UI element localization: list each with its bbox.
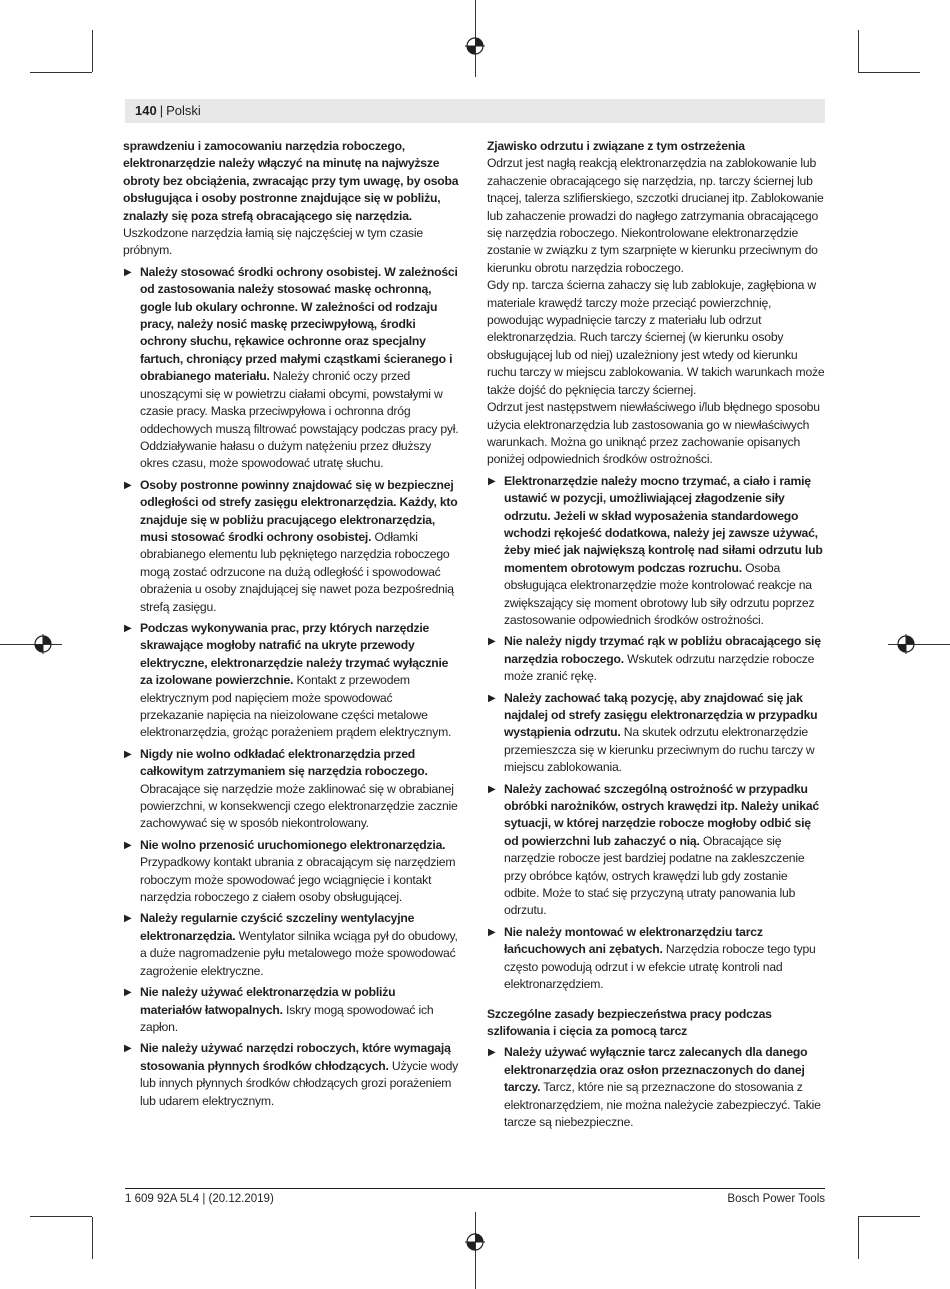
bullet-triangle-icon: ▶: [488, 926, 496, 938]
warning-text: Wentylator silnika wciąga pył do obudowy, a duże nagromadzenie pyłu metalowego może spowodować zagrożenie elektryczne.: [140, 928, 458, 978]
warning-bold-text: Nie należy nigdy trzymać rąk w pobliżu obracającego się narzędzia roboczego.: [504, 634, 821, 666]
warning-text: Obracające się narzędzie może zaklinować się w obrabianej powierzchni, w konsekwencji czego elektronarzędzie zacznie zachowywać się w sposób niekontrolowany.: [140, 781, 458, 831]
warning-text: Odłamki obrabianego elementu lub pękniętego narzędzia roboczego mogą zostać odrzucone na dużą odległość i spowodować obrażenia u osoby znajdującej się nawet poza bezpośrednią strefą zasięgu.: [140, 529, 454, 614]
bullet-triangle-icon: ▶: [124, 479, 132, 491]
warning-bold-text: Osoby postronne powinny znajdować się w bezpiecznej odległości od strefy zasięgu elektronarzędzia. Każdy, kto znajduje się w pobliżu pracującego elektronarzędzia, musi stosować środki ochrony osobistej.: [140, 477, 458, 544]
warning-bold-text: Należy zachować szczególną ostrożność w przypadku obróbki narożników, ostrych krawędzi itp. Należy unikać sytuacji, w której narzędzie robocze mogłoby odbić się od powierzchni lub zahaczyć o nią.: [504, 781, 819, 848]
warning-text: Na skutek odrzutu elektronarzędzie przemieszcza się w kierunku przeciwnym do ruchu tarczy w miejscu zablokowania.: [504, 725, 815, 775]
intro-text: Uszkodzone narzędzia łamią się najczęściej w tym czasie próbnym.: [123, 226, 423, 258]
section-title-grinding: Szczególne zasady bezpieczeństwa pracy podczas szlifowania i cięcia za pomocą tarcz: [487, 1006, 772, 1038]
warning-item: [123, 620, 459, 742]
warning-text: Użycie wody lub innych płynnych środków chłodzących grozi porażeniem lub udarem elektrycznym.: [140, 1058, 459, 1108]
bullet-triangle-icon: ▶: [488, 1047, 496, 1059]
page-header: [125, 99, 825, 123]
body-paragraph: Odrzut jest nagłą reakcją elektronarzędzia na zablokowanie lub zahaczenie obracającego się narzędzia, np. tarczy ściernej lub tnącej, talerza szlifierskiego, szczotki drucianej itp. Zablokowanie lub zahaczenie prowadzi do nagłego zatrzymania obracającego się narzędzia roboczego. Niekontrolowane elektronarzędzie zostanie w związku z tym szarpnięte w kierunku przeciwnym do kierunku obrotu narzędzia roboczego.: [487, 156, 824, 275]
warning-bold-text: Nie wolno przenosić uruchomionego elektronarzędzia.: [140, 837, 446, 852]
warning-item: [123, 910, 459, 980]
section-title-kickback: Zjawisko odrzutu i związane z tym ostrzeżenia: [487, 139, 745, 153]
warning-text: Obracające się narzędzie robocze jest bardziej podatne na zakleszczenie przy obróbce kątów, ostrych krawędzi lub gdy zostanie odbite. Może to stać się przyczyną utraty panowania lub odrzutu.: [504, 833, 805, 918]
language-label: Polski: [166, 103, 201, 118]
warning-item: [123, 746, 459, 833]
right-column: [487, 138, 825, 1131]
bullet-triangle-icon: ▶: [124, 622, 132, 634]
warning-text: Tarcz, które nie są przeznaczone do stosowania z elektronarzędziem, nie można należycie zabezpieczyć. Takie tarcze są niebezpieczne.: [504, 1080, 821, 1129]
warning-text: Narzędzia robocze tego typu często powodują odrzut i w efekcie utratę kontroli nad elektronarzędziem.: [504, 942, 816, 992]
warning-text: Iskry mogą spowodować ich zapłon.: [140, 1002, 434, 1034]
bullet-triangle-icon: ▶: [124, 748, 132, 760]
left-column: [123, 138, 459, 1110]
crop-mark: [858, 1216, 920, 1217]
warning-item: [123, 984, 459, 1036]
body-paragraph: Gdy np. tarcza ścierna zahaczy się lub zablokuje, zagłębiona w materiale krawędź tarczy może przeciąć powierzchnię, powodując wypadnięcie tarczy z materiału lub odrzut elektronarzędzia. Ruch tarczy ściernej (w kierunku osoby obsługującej lub od niej) uzależniony jest wtedy od kierunku ruchu tarczy w miejscu zablokowania. W takich warunkach może także dojść do pęknięcia tarczy ściernej.: [487, 278, 825, 397]
body-paragraph: Odrzut jest następstwem niewłaściwego i/lub błędnego sposobu użycia elektronarzędzia lub zastosowania go w niewłaściwych warunkach. Można go uniknąć przez zachowanie opisanych poniżej odpowiednich środków ostrożności.: [487, 400, 820, 467]
crop-mark: [858, 1217, 859, 1259]
kickback-paragraphs: [487, 155, 825, 468]
kickback-warning-list: [487, 473, 825, 994]
warning-item: [487, 1044, 825, 1131]
warning-bold-text: Należy regularnie czyścić szczeliny wentylacyjne elektronarzędzia.: [140, 911, 415, 943]
warning-item: [487, 924, 825, 994]
crop-mark: [30, 72, 92, 73]
bullet-triangle-icon: ▶: [488, 475, 496, 487]
registration-mark-icon: [33, 634, 53, 654]
grinding-warning-list: [487, 1044, 825, 1131]
left-warning-list: [123, 264, 459, 1110]
warning-item: [123, 837, 459, 907]
bullet-triangle-icon: ▶: [124, 913, 132, 925]
warning-text: Należy chronić oczy przed unoszącymi się w powietrzu ciałami obcymi, powstałymi w czasie pracy. Maska przeciwpyłowa i ochronna dróg oddechowych muszą filtrować powstający podczas pracy pył. Oddziaływanie hałasu o dużym natężeniu przez dłuższy okres czasu, może spowodować utratę słuchu.: [140, 369, 459, 471]
registration-mark-icon: [465, 36, 485, 56]
footer-rule: [125, 1188, 825, 1189]
warning-bold-text: Nigdy nie wolno odkładać elektronarzędzia przed całkowitym zatrzymaniem się narzędzia roboczego.: [140, 746, 428, 779]
bullet-triangle-icon: ▶: [124, 987, 132, 999]
warning-bold-text: Należy używać wyłącznie tarcz zalecanych dla danego elektronarzędzia oraz osłon przeznaczonych do danej tarczy.: [504, 1045, 808, 1095]
crop-mark: [858, 72, 920, 73]
crop-mark: [92, 1217, 93, 1259]
registration-mark-icon: [896, 634, 916, 654]
warning-item: [487, 633, 825, 685]
crop-mark: [92, 30, 93, 72]
crop-mark: [30, 1216, 92, 1217]
warning-bold-text: Należy stosować środki ochrony osobistej. W zależności od zastosowania należy stosować maskę ochronną, gogle lub okulary ochronne. W zależności od rodzaju pracy, należy nosić maskę przeciwpyłową, środki ochrony słuchu, rękawice ochronne oraz specjalny fartuch, chroniący przed małymi cząstkami ścieranego i obrabianego materiału.: [140, 264, 458, 384]
intro-bold-text: sprawdzeniu i zamocowaniu narzędzia roboczego, elektronarzędzie należy włączyć na minutę na najwyższe obroty bez obciążenia, zwracając przy tym uwagę, by osoba obsługująca i osoby postronne znajdujące się w pobliżu, znalazły się poza strefą obracającego się narzędzia.: [123, 139, 459, 223]
intro-paragraph: [123, 138, 459, 260]
bullet-triangle-icon: ▶: [488, 636, 496, 648]
warning-bold-text: Podczas wykonywania prac, przy których narzędzie skrawające mogłoby natrafić na ukryte przewody elektryczne, elektronarzędzie należy trzymać wyłącznie za izolowane powierzchnie.: [140, 620, 449, 688]
footer-left: 1 609 92A 5L4 | (20.12.2019): [125, 1193, 274, 1205]
warning-text: Przypadkowy kontakt ubrania z obracającym się narzędziem roboczym może spowodować jego wciągnięcie i kontakt narzędzia roboczego z ciałem osoby obsługującej.: [140, 855, 456, 905]
crop-mark: [858, 30, 859, 72]
header-separator: |: [159, 103, 164, 118]
bullet-triangle-icon: ▶: [488, 783, 496, 795]
warning-text: Wskutek odrzutu narzędzie robocze może zranić rękę.: [504, 651, 815, 684]
bullet-triangle-icon: ▶: [124, 266, 132, 278]
warning-item: [487, 473, 825, 630]
warning-item: [487, 781, 825, 920]
warning-bold-text: Nie należy montować w elektronarzędziu tarcz łańcuchowych ani zębatych.: [504, 924, 763, 957]
warning-text: Osoba obsługująca elektronarzędzie może kontrolować reakcje na zwiększający się moment obrotowy lub siły odrzutu poprzez zastosowanie odpowiednich środków ostrożności.: [504, 560, 815, 627]
warning-item: [123, 264, 459, 473]
warning-item: [123, 1040, 459, 1110]
registration-mark-icon: [465, 1232, 485, 1252]
warning-bold-text: Nie należy używać elektronarzędzia w pobliżu materiałów łatwopalnych.: [140, 985, 396, 1017]
warning-item: [123, 477, 459, 616]
bullet-triangle-icon: ▶: [124, 1043, 132, 1055]
warning-text: Kontakt z przewodem elektrycznym pod napięciem może spowodować przekazanie napięcia na nieizolowane części metalowe elektronarzędzia, grożąc porażeniem prądem elektrycznym.: [140, 673, 452, 740]
warning-bold-text: Nie należy używać narzędzi roboczych, które wymagają stosowania płynnych środków chłodzących.: [140, 1041, 451, 1073]
footer-right: Bosch Power Tools: [727, 1193, 825, 1205]
bullet-triangle-icon: ▶: [124, 839, 132, 851]
bullet-triangle-icon: ▶: [488, 692, 496, 704]
warning-item: [487, 690, 825, 777]
page-number: 140: [135, 103, 157, 118]
warning-bold-text: Należy zachować taką pozycję, aby znajdować się jak najdalej od strefy zasięgu elektronarzędzia w przypadku wystąpienia odrzutu.: [504, 690, 818, 740]
warning-bold-text: Elektronarzędzie należy mocno trzymać, a ciało i ramię ustawić w pozycji, umożliwiającej złagodzenie siły odrzutu. Jeżeli w skład wyposażenia standardowego wchodzi rękojeść dodatkowa, należy jej zawsze używać, żeby mieć jak największą kontrolę nad siłami odrzutu lub momentem obrotowym podczas rozruchu.: [504, 473, 823, 575]
